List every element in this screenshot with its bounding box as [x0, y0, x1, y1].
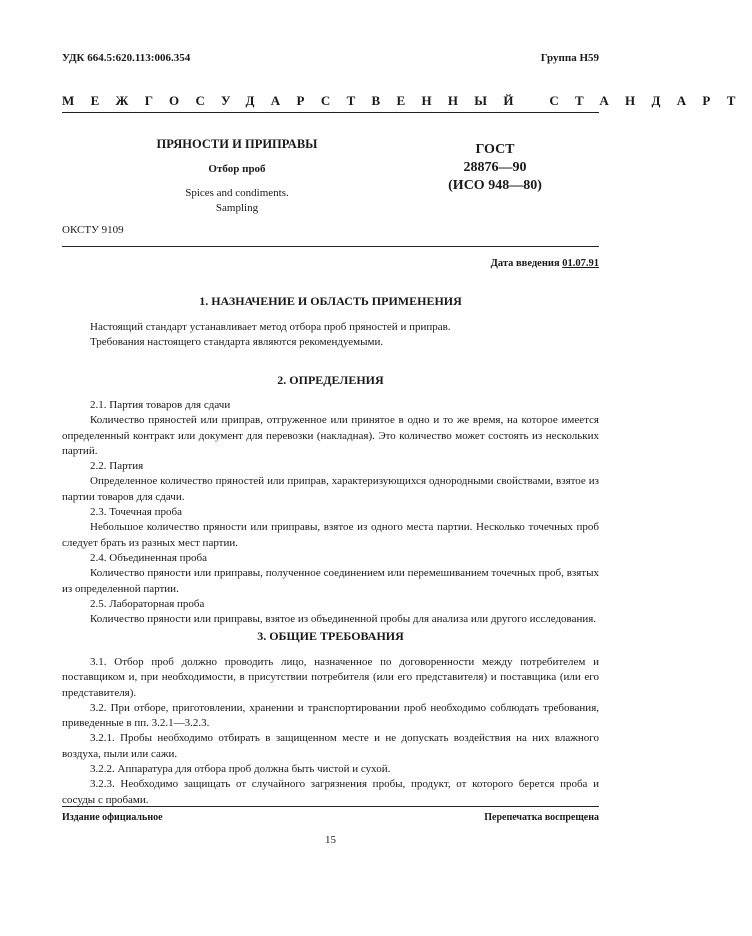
english-title — [120, 186, 354, 216]
english-title-line2: Sampling — [215, 202, 259, 214]
banner-rule — [62, 112, 599, 113]
definition-term: 2.4. Объединенная проба — [90, 551, 208, 564]
gost-designation — [400, 141, 590, 195]
section-1-title: 1. НАЗНАЧЕНИЕ И ОБЛАСТЬ ПРИМЕНЕНИЯ — [199, 294, 462, 308]
definition-term: 2.5. Лабораторная проба — [90, 597, 205, 610]
definition-text: Небольшое количество пряности или приправы, взятое из одного места партии. Несколько точечных проб следует брать из разных мест партии. — [62, 521, 599, 549]
official-edition-note: Издание официальное — [62, 812, 163, 823]
banner-interstate-standard: МЕЖГОСУДАРСТВЕННЫЙ СТАНДАРТ — [62, 93, 752, 108]
section-3-title: 3. ОБЩИЕ ТРЕБОВАНИЯ — [257, 629, 404, 643]
section-3-body — [62, 655, 599, 808]
gost-label: ГОСТ — [475, 142, 515, 157]
gost-number: 28876—90 — [463, 160, 527, 175]
definition-text: Определенное количество пряностей или приправ, характеризующихся однородными свойствами, взятое из партии товаров для сдачи. — [62, 475, 599, 503]
page-number: 15 — [325, 834, 336, 846]
paragraph: Настоящий стандарт устанавливает метод отбора проб пряностей и приправ. — [90, 321, 451, 333]
iso-number: (ИСО 948—80) — [448, 178, 542, 193]
paragraph: 3.2.1. Пробы необходимо отбирать в защищенном месте и не допускать воздействия на них влажного воздуха, пыли или сажи. — [62, 732, 599, 760]
effective-date — [491, 258, 599, 269]
paragraph: 3.2.3. Необходимо защищать от случайного загрязнения пробы, продукт, от которого берется проба и сосуды с пробами. — [62, 778, 599, 806]
section-2-body — [62, 398, 599, 627]
definition-text: Количество пряностей или приправ, отгруженное или принятое в одно и то же время, на которое имеется определенный контракт или документ для перевозки (накладная). Это количество может состоять из нескольких партий. — [62, 414, 599, 457]
definition-text: Количество пряности или приправы, полученное соединением или перемешиванием точечных проб, взятых из определенной партии. — [62, 567, 599, 595]
paragraph: 3.2. При отборе, приготовлении, хранении и транспортировании проб необходимо соблюдать требования, приведенные в пп. 3.2.1—3.2.3. — [62, 701, 599, 730]
definition-term: 2.3. Точечная проба — [90, 506, 182, 519]
section-2-title: 2. ОПРЕДЕЛЕНИЯ — [277, 373, 384, 387]
paragraph: 3.2.2. Аппаратура для отбора проб должна быть чистой и сухой. — [90, 763, 391, 776]
document-subtitle: Отбор проб — [208, 163, 266, 175]
effective-date-label: Дата введения — [490, 258, 563, 269]
group-code: Группа Н59 — [540, 52, 599, 64]
definition-term: 2.1. Партия товаров для сдачи — [90, 399, 231, 411]
paragraph: 3.1. Отбор проб должно проводить лицо, назначенное по договоренности между потребителем и поставщиком и, при необходимости, в присутствии потребителя (или его представителя) и поставщика (или его представителя). — [62, 656, 599, 699]
title-block — [120, 137, 354, 216]
section-1-body — [62, 320, 599, 351]
okstu-code: ОКСТУ 9109 — [62, 224, 124, 236]
header-rule — [62, 246, 599, 247]
definition-text: Количество пряности или приправы, взятое из объединенной пробы для анализа или другого исследования. — [90, 613, 597, 626]
document-title: ПРЯНОСТИ И ПРИПРАВЫ — [156, 137, 318, 151]
reprint-prohibited-note: Перепечатка воспрещена — [484, 812, 599, 823]
effective-date-value: 01.07.91 — [562, 258, 599, 269]
footer-rule — [62, 806, 599, 807]
paragraph: Требования настоящего стандарта являются рекомендуемыми. — [90, 336, 384, 349]
english-title-line1: Spices and condiments. — [185, 187, 289, 199]
definition-term: 2.2. Партия — [90, 460, 144, 473]
udk-code: УДК 664.5:620.113:006.354 — [62, 52, 191, 64]
